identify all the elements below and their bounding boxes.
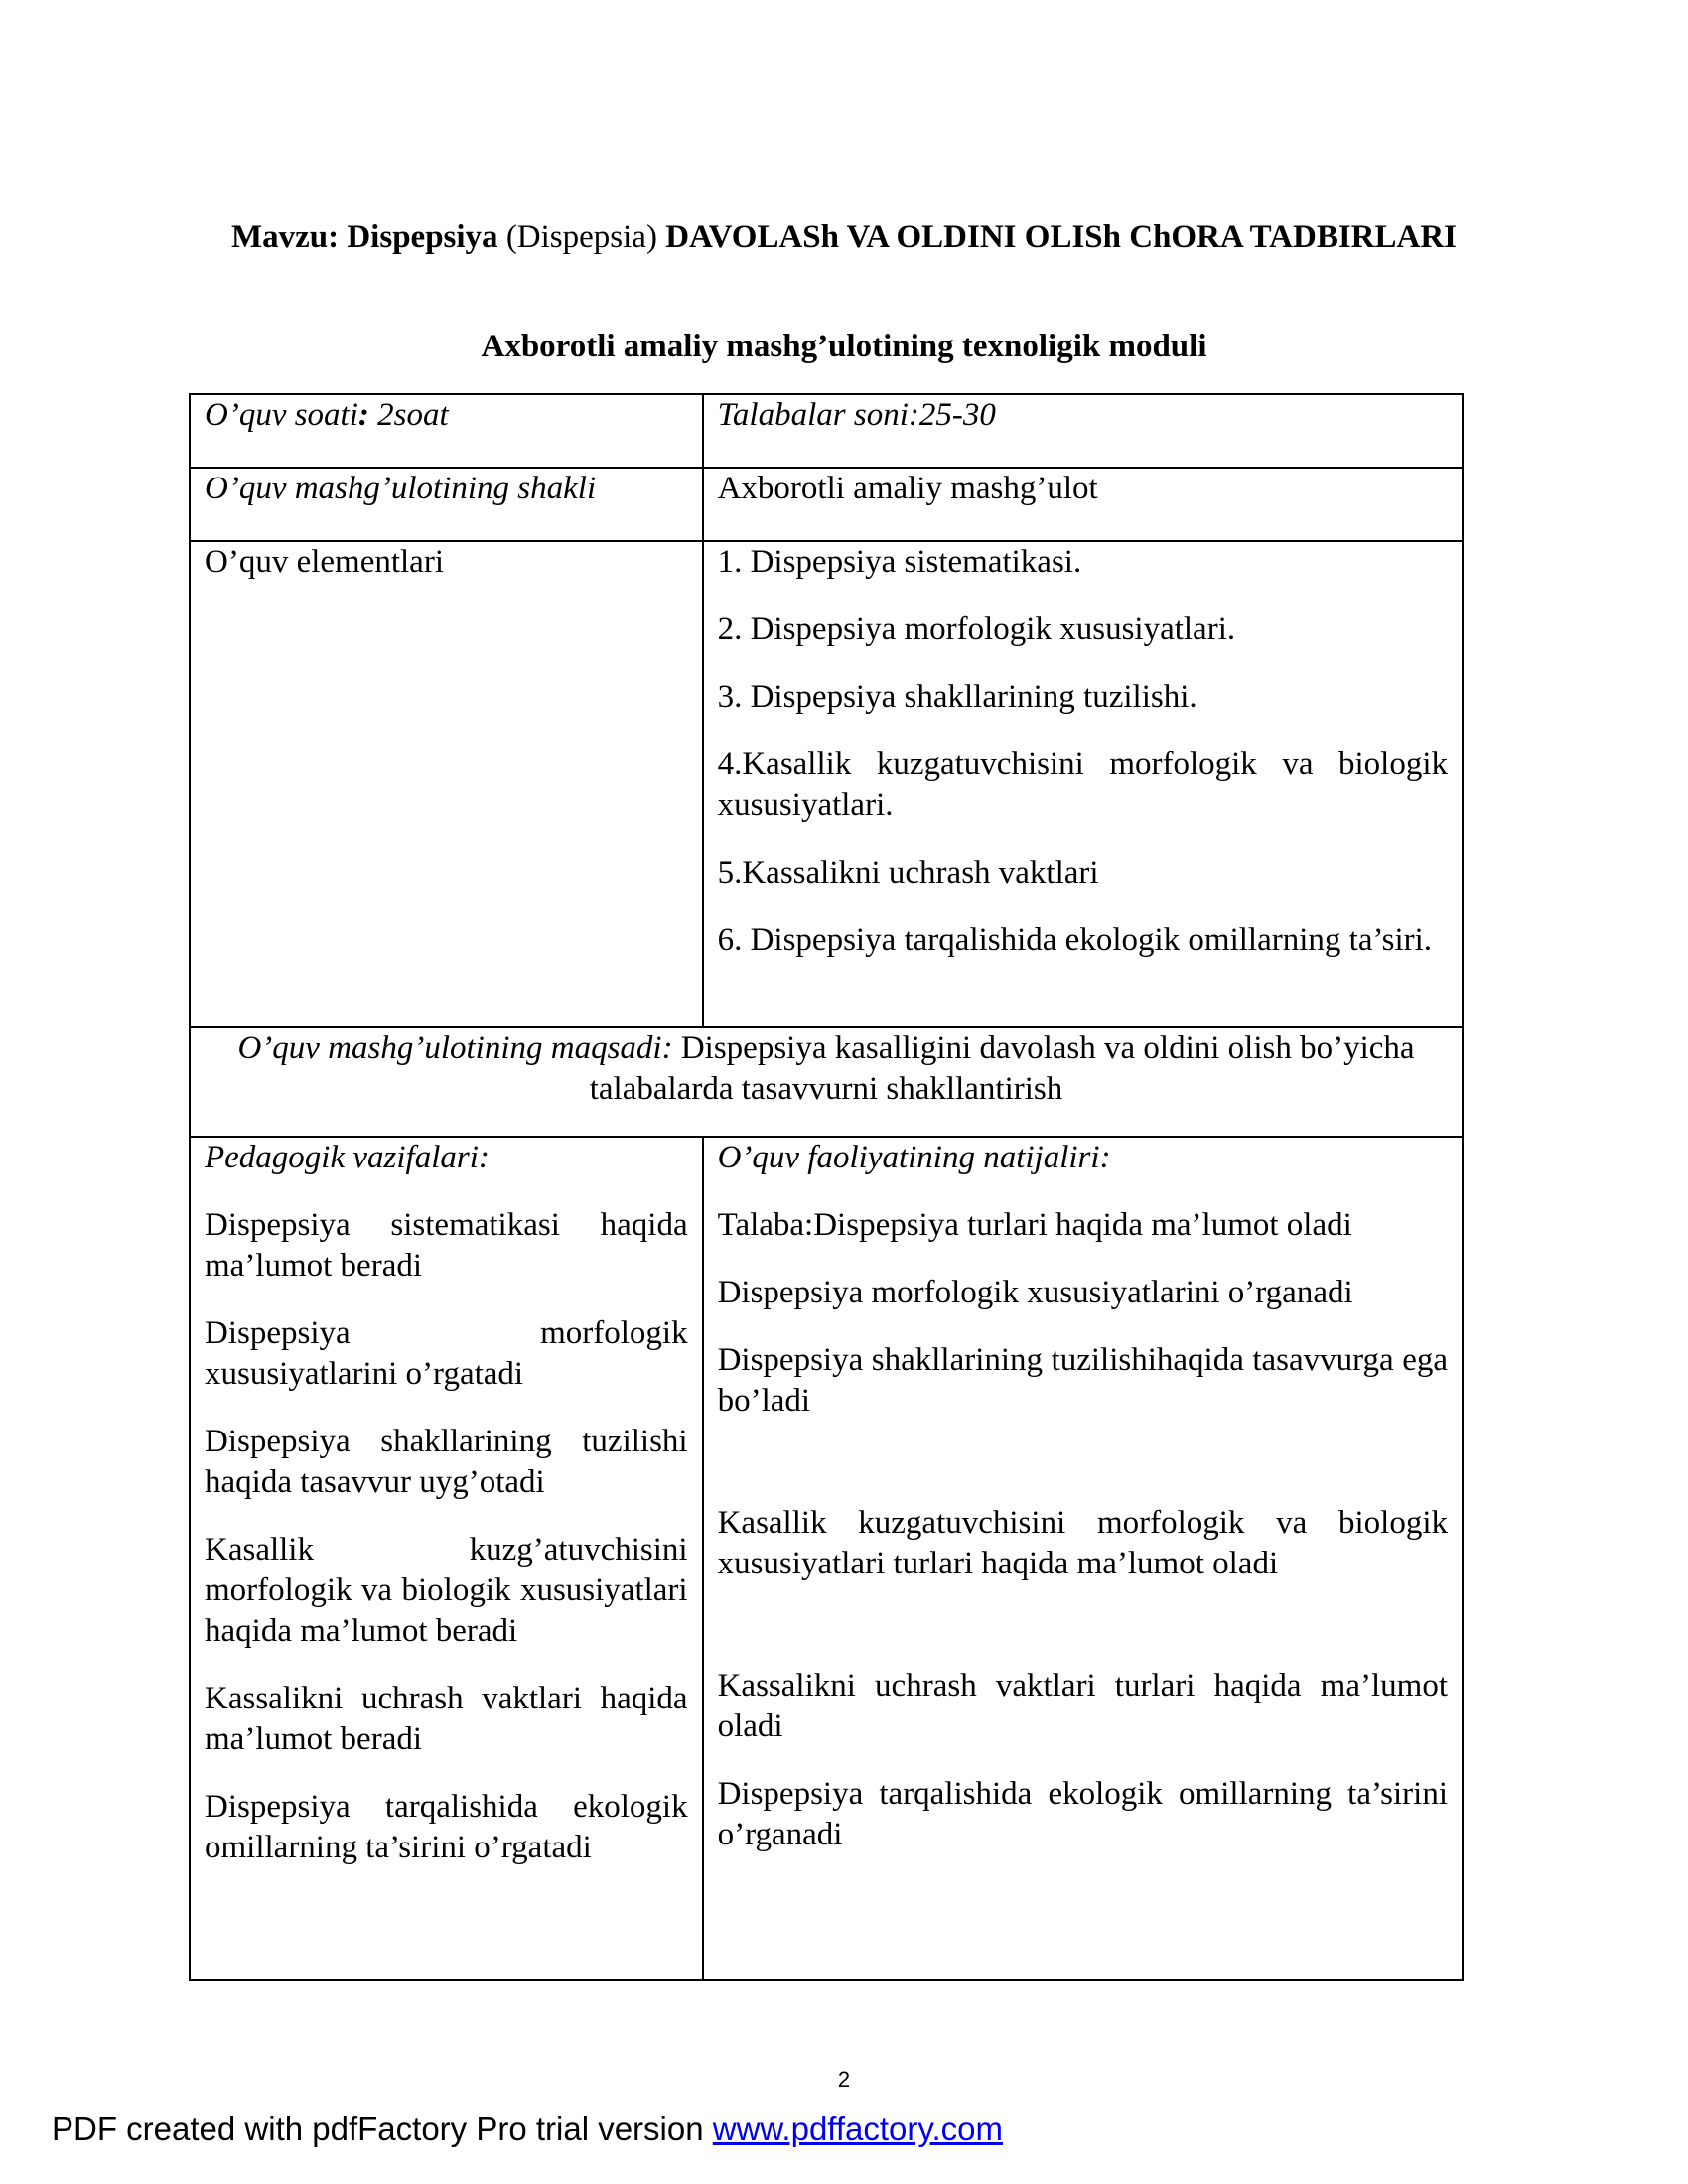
results-label: O’quv faoliyatining natijaliri: <box>717 1140 1111 1175</box>
result-item: Kasallik kuzgatuvchisini morfologik va biologik xususiyatlari turlari haqida ma’lumot oladi <box>717 1505 1448 1581</box>
results-cell <box>703 1137 1463 1980</box>
goal-cell <box>190 1027 1463 1137</box>
table-row <box>190 1137 1463 1980</box>
pedagogic-item: Kassalikni uchrash vaktlari haqida ma’lumot beradi <box>205 1681 688 1757</box>
hours-value: 2soat <box>368 397 449 433</box>
hours-colon: : <box>357 397 369 433</box>
table-row <box>190 394 1463 468</box>
module-table <box>189 393 1464 1981</box>
elements-list-cell <box>703 541 1463 1027</box>
form-value-cell: Axborotli amaliy mashg’ulot <box>703 468 1463 541</box>
element-item: 1. Dispepsiya sistematikasi. <box>717 544 1082 580</box>
result-item: Dispepsiya morfologik xususiyatlarini o’rganadi <box>717 1275 1353 1310</box>
pedagogic-cell <box>190 1137 703 1980</box>
element-item: 6. Dispepsiya tarqalishida ekologik omillarning ta’siri. <box>717 922 1433 958</box>
hours-cell <box>190 394 703 468</box>
pedagogic-item: Dispepsiya morfologik xususiyatlarini o’rgatadi <box>205 1315 688 1392</box>
pedagogic-item: Dispepsiya sistematikasi haqida ma’lumot beradi <box>205 1207 688 1284</box>
pdf-footer <box>52 2110 1003 2149</box>
element-item: 2. Dispepsiya morfologik xususiyatlari. <box>717 612 1236 647</box>
table-row <box>190 541 1463 1027</box>
pedagogic-item: Kasallik kuzg’atuvchisini morfologik va biologik xususiyatlari haqida ma’lumot beradi <box>205 1532 688 1649</box>
goal-label: O’quv mashg’ulotining maqsadi: <box>237 1030 673 1066</box>
students-cell: Talabalar soni:25-30 <box>703 394 1463 468</box>
title-latin-name: (Dispepsia) <box>505 219 657 255</box>
document-subtitle: Axborotli amaliy mashg’ulotining texnoligik moduli <box>481 329 1207 364</box>
result-item: Dispepsiya tarqalishida ekologik omillarning ta’sirini o’rganadi <box>717 1776 1448 1852</box>
title-rest: DAVOLASh VA OLDINI OLISh ChORA TADBIRLARI <box>665 219 1458 255</box>
footer-link[interactable]: www.pdffactory.com <box>712 2111 1003 2147</box>
form-label-cell: O’quv mashg’ulotining shakli <box>190 468 703 541</box>
result-item: Talaba:Dispepsiya turlari haqida ma’lumot oladi <box>717 1207 1352 1243</box>
table-row <box>190 468 1463 541</box>
element-item: 3. Dispepsiya shakllarining tuzilishi. <box>717 679 1197 715</box>
elements-label-cell: O’quv elementlari <box>190 541 703 1027</box>
result-item: Kassalikni uchrash vaktlari turlari haqida ma’lumot oladi <box>717 1668 1448 1744</box>
pedagogic-item: Dispepsiya tarqalishida ekologik omillarning ta’sirini o’rgatadi <box>205 1789 688 1865</box>
element-item: 4.Kasallik kuzgatuvchisini morfologik va biologik xususiyatlari. <box>717 747 1448 823</box>
footer-text: PDF created with pdfFactory Pro trial version <box>52 2111 713 2147</box>
result-item: Dispepsiya shakllarining tuzilishihaqida tasavvurga ega bo’ladi <box>717 1342 1448 1419</box>
document-title <box>189 216 1499 258</box>
hours-label: O’quv soati <box>205 397 358 433</box>
table-row <box>190 1027 1463 1137</box>
element-item: 5.Kassalikni uchrash vaktlari <box>717 855 1099 890</box>
pedagogic-item: Dispepsiya shakllarining tuzilishi haqida tasavvur uyg’otadi <box>205 1424 688 1500</box>
goal-text: Dispepsiya kasalligini davolash va oldini olish bo’yicha talabalarda tasavvurni shakllantirish <box>589 1030 1415 1107</box>
title-topic: Mavzu: Dispepsiya <box>230 219 498 255</box>
page-number: 2 <box>837 2067 851 2092</box>
pedagogic-label: Pedagogik vazifalari: <box>205 1140 490 1175</box>
